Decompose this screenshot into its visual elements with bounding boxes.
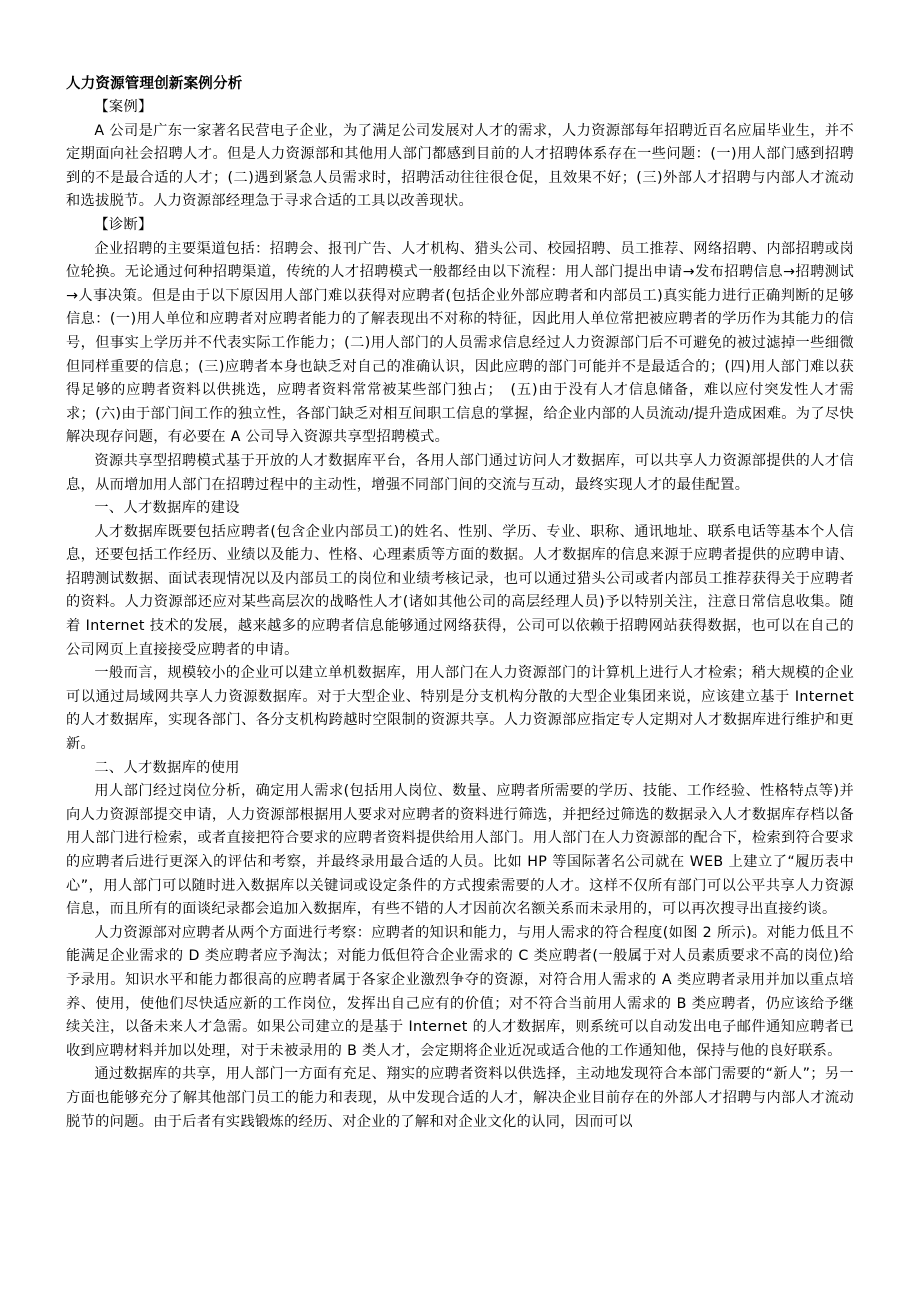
paragraph-usage-process: 用人部门经过岗位分析，确定用人需求(包括用人岗位、数量、应聘者所需要的学历、技能、工作经验、性格特点等)并向人力资源部提交申请，人力资源部根据用人要求对应聘者的资料进行筛选，并把经过筛选的数据录入人才数据库存档以备用人部门进行检索，或者直接把符合要求的应聘者资料提供给用人部门。用人部门在人力资源部的配合下，检索到符合要求的应聘者后进行更深入的评估和考察，并最终录用最合适的人员。比如 HP 等国际著名公司就在 WEB 上建立了“履历表中心”，用人部门可以随时进入数据库以关键词或设定条件的方式搜索需要的人才。这样不仅所有部门可以公平共享人力资源信息，而且所有的面谈纪录都会追加入数据库，有些不错的人才因前次名额关系而未录用的，可以再次搜寻出直接约谈。 [66, 783, 854, 918]
paragraph-candidate-evaluation: 人力资源部对应聘者从两个方面进行考察：应聘者的知识和能力，与用人需求的符合程度(如图 2 所示)。对能力低且不能满足企业需求的 D 类应聘者应予淘汰；对能力低但符合企业需求的 C 类应聘者(一般属于对人员素质要求不高的岗位)给予录用。知识水平和能力都很高的应聘者属于各家企业激烈争夺的资源，对符合用人需求的 A 类应聘者录用并加以重点培养、使用，使他们尽快适应新的工作岗位，发挥出自己应有的价值；对不符合当前用人需求的 B 类应聘者，仍应该给予继续关注，以备未来人才急需。如果公司建立的是基于 Internet 的人才数据库，则系统可以自动发出电子邮件通知应聘者已收到应聘材料并加以处理，对于未被录用的 B 类人才，会定期将企业近况或适合他的工作通知他，保持与他的良好联系。 [66, 924, 854, 1059]
paragraph-sharing-benefits: 通过数据库的共享，用人部门一方面有充足、翔实的应聘者资料以供选择，主动地发现符合本部门需要的“新人”；另一方面也能够充分了解其他部门员工的能力和表现，从中发现合适的人才，解决企业目前存在的外部人才招聘与内部人才流动脱节的问题。由于后者有实践锻炼的经历、对企业的了解和对企业文化的认同，因而可以 [66, 1066, 854, 1130]
section-heading-database-usage: 二、人才数据库的使用 [94, 759, 240, 776]
paragraph-database-scale: 一般而言，规模较小的企业可以建立单机数据库，用人部门在人力资源部门的计算机上进行人才检索；稍大规模的企业可以通过局域网共享人力资源数据库。对于大型企业、特别是分支机构分散的大型企业集团来说，应该建立基于 Internet 的人才数据库，实现各部门、各分支机构跨越时空限制的资源共享。人力资源部应指定专人定期对人才数据库进行维护和更新。 [66, 665, 854, 753]
paragraph-database-contents: 人才数据库既要包括应聘者(包含企业内部员工)的姓名、性别、学历、专业、职称、通讯地址、联系电话等基本个人信息，还要包括工作经历、业绩以及能力、性格、心理素质等方面的数据。人才数据库的信息来源于应聘者提供的应聘申请、招聘测试数据、面试表现情况以及内部员工的岗位和业绩考核记录，也可以通过猎头公司或者内部员工推荐获得关于应聘者的资料。人力资源部还应对某些高层次的战略性人才(诸如其他公司的高层经理人员)予以特别关注，注意日常信息收集。随着 Internet 技术的发展，越来越多的应聘者信息能够通过网络获得，公司可以依赖于招聘网站获得数据，也可以在自己的公司网页上直接接受应聘者的申请。 [66, 523, 854, 658]
paragraph-resource-sharing-model: 资源共享型招聘模式基于开放的人才数据库平台，各用人部门通过访问人才数据库，可以共享人力资源部提供的人才信息，从而增加用人部门在招聘过程中的主动性，增强不同部门间的交流与互动，最终实现人才的最佳配置。 [66, 452, 854, 493]
section-heading-case: 【案例】 [94, 99, 153, 115]
section-heading-database-construction: 一、人才数据库的建设 [94, 500, 240, 517]
paragraph-recruitment-channels: 企业招聘的主要渠道包括：招聘会、报刊广告、人才机构、猎头公司、校园招聘、员工推荐、网络招聘、内部招聘或岗位轮换。无论通过何种招聘渠道，传统的人才招聘模式一般都经由以下流程：用人部门提出申请→发布招聘信息→招聘测试→人事决策。但是由于以下原因用人部门难以获得对应聘者(包括企业外部应聘者和内部员工)真实能力进行正确判断的足够信息：(一)用人单位和应聘者对应聘者能力的了解表现出不对称的特征，因此用人单位常把被应聘者的学历作为其能力的信号，但事实上学历并不代表实际工作能力；(二)用人部门的人员需求信息经过人力资源部门后不可避免的被过滤掉一些细微但同样重要的信息；(三)应聘者本身也缺乏对自己的准确认识，因此应聘的部门可能并不是最适合的；(四)用人部门难以获得足够的应聘者资料以供挑选，应聘者资料常常被某些部门独占； (五)由于没有人才信息储备，难以应付突发性人才需求；(六)由于部门间工作的独立性，各部门缺乏对相互间职工信息的掌握，给企业内部的人员流动/提升造成困难。为了尽快解决现存问题，有必要在 A 公司导入资源共享型招聘模式。 [66, 240, 854, 446]
paragraph-case: A 公司是广东一家著名民营电子企业，为了满足公司发展对人才的需求，人力资源部每年招聘近百名应届毕业生，并不定期面向社会招聘人才。但是人力资源部和其他用人部门都感到目前的人才招聘体系存在一些问题：(一)用人部门感到招聘到的不是最合适的人才；(二)遇到紧急人员需求时，招聘活动往往很仓促，且效果不好；(三)外部人才招聘与内部人才流动和选拔脱节。人力资源部经理急于寻求合适的工具以改善现状。 [66, 122, 854, 210]
section-heading-diagnosis: 【诊断】 [94, 216, 153, 233]
document-title: 人力资源管理创新案例分析 [66, 76, 243, 92]
